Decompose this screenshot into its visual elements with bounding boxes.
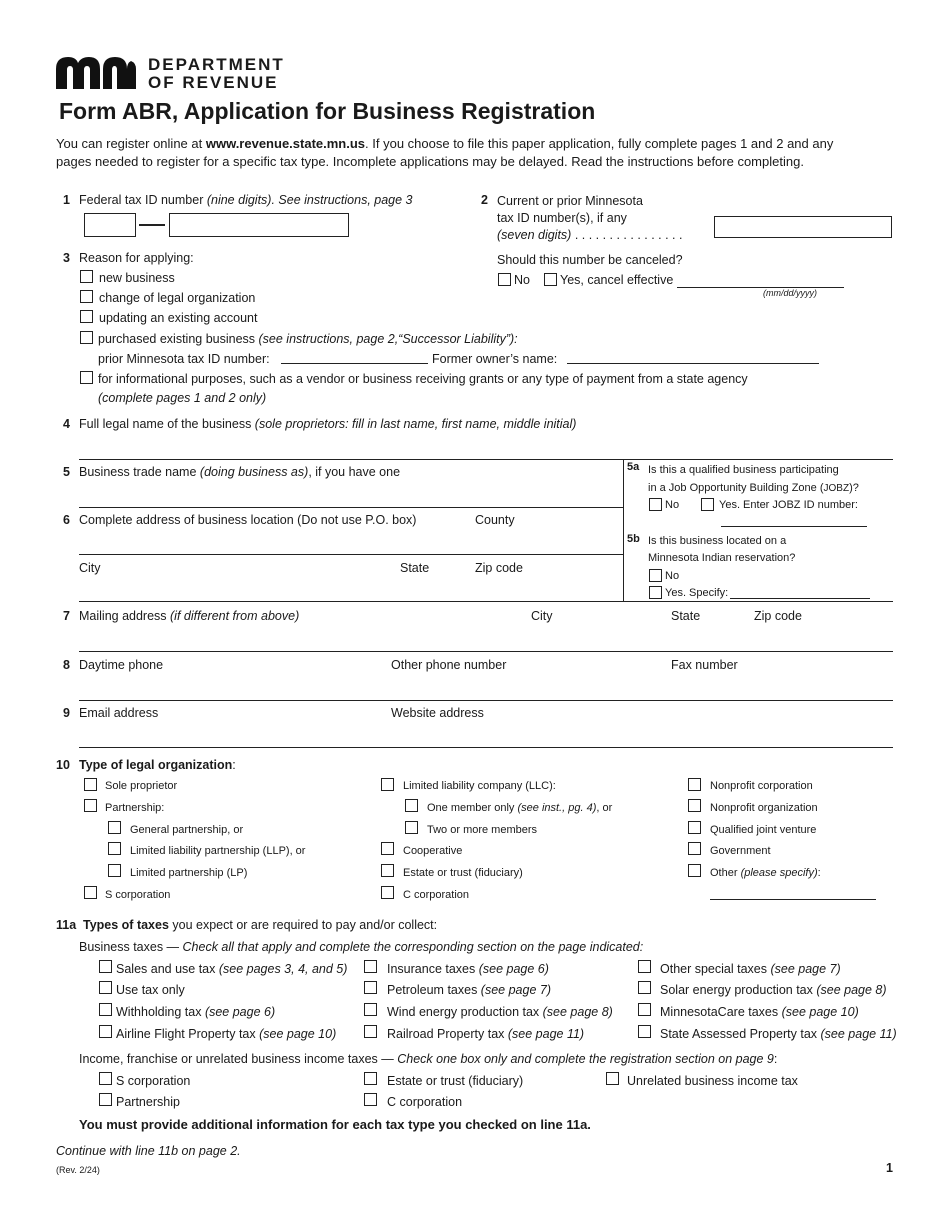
reason-informational-note: (complete pages 1 and 2 only) xyxy=(98,391,267,405)
org-other-checkbox[interactable] xyxy=(688,864,701,877)
q10-number: 10 xyxy=(56,758,70,772)
income-estate-label: Estate or trust (fiduciary) xyxy=(387,1074,524,1088)
q2-label: Current or prior Minnesota tax ID number(s), if any (seven digits) . . . . . . . . . . . . . . . . xyxy=(497,194,683,242)
q7-label: Mailing address (if different from above) xyxy=(79,609,300,623)
other-phone-label: Other phone number xyxy=(391,658,507,672)
county-label: County xyxy=(475,513,515,527)
org-nonprofit-org-label: Nonprofit organization xyxy=(710,802,818,814)
income-c-corp-checkbox[interactable] xyxy=(364,1093,377,1106)
city-state-zip-input[interactable] xyxy=(79,601,893,602)
tax-state-assessed-label: State Assessed Property tax (see page 11) xyxy=(660,1027,897,1041)
reservation-no-checkbox[interactable] xyxy=(649,569,662,582)
org-llc-label: Limited liability company (LLC): xyxy=(403,780,556,792)
website-label: Website address xyxy=(391,706,484,720)
q6-label: Complete address of business location (Do not use P.O. box) xyxy=(79,513,417,527)
org-joint-venture-label: Qualified joint venture xyxy=(710,824,817,836)
tax-insurance-label: Insurance taxes (see page 6) xyxy=(387,962,549,976)
reason-update-account-checkbox[interactable] xyxy=(80,310,93,323)
tax-use-only-checkbox[interactable] xyxy=(99,981,112,994)
prior-id-input[interactable] xyxy=(281,363,428,364)
mailing-address-input[interactable] xyxy=(79,651,893,652)
org-nonprofit-corp-checkbox[interactable] xyxy=(688,778,701,791)
tax-solar-label: Solar energy production tax (see page 8) xyxy=(660,983,887,997)
revenue-website-link[interactable]: www.revenue.state.mn.us xyxy=(205,136,366,151)
legal-name-input[interactable] xyxy=(79,459,893,460)
org-llc-one-member-label: One member only (see inst., pg. 4), or xyxy=(427,802,613,814)
org-estate-label: Estate or trust (fiduciary) xyxy=(403,867,523,879)
cancel-no-checkbox[interactable] xyxy=(498,273,511,286)
prior-id-label: prior Minnesota tax ID number: xyxy=(98,352,270,366)
org-other-label: Other (please specify): xyxy=(710,867,821,879)
tax-wind-label: Wind energy production tax (see page 8) xyxy=(387,1005,613,1019)
reservation-yes-label: Yes. Specify: xyxy=(665,587,729,599)
q4-number: 4 xyxy=(63,417,70,431)
org-cooperative-label: Cooperative xyxy=(403,845,463,857)
reservation-yes-checkbox[interactable] xyxy=(649,586,662,599)
q1-label: Federal tax ID number (nine digits). See instructions, page 3 xyxy=(79,193,413,207)
q5b-label: Is this business located on a Minnesota Indian reservation? xyxy=(648,535,796,564)
org-s-corp-label: S corporation xyxy=(105,889,171,901)
reservation-no-label: No xyxy=(665,570,680,582)
cancel-yes-checkbox[interactable] xyxy=(544,273,557,286)
org-llc-two-members-label: Two or more members xyxy=(427,824,538,836)
tax-other-special-checkbox[interactable] xyxy=(638,960,651,973)
dept-name-line1: DEPARTMENT xyxy=(148,55,285,74)
org-sole-proprietor-checkbox[interactable] xyxy=(84,778,97,791)
email-label: Email address xyxy=(79,706,159,720)
tax-railroad-label: Railroad Property tax (see page 11) xyxy=(387,1027,585,1041)
business-taxes-instructions: Business taxes — Check all that apply and complete the corresponding section on the page indicated: xyxy=(79,940,644,954)
tax-state-assessed-checkbox[interactable] xyxy=(638,1025,651,1038)
former-owner-label: Former owner’s name: xyxy=(432,352,558,366)
org-llc-one-member-checkbox[interactable] xyxy=(405,799,418,812)
tax-insurance-checkbox[interactable] xyxy=(364,960,377,973)
tax-airline-checkbox[interactable] xyxy=(99,1025,112,1038)
federal-tax-id-suffix-input[interactable] xyxy=(169,213,349,237)
reason-purchased-label: purchased existing business (see instructions, page 2,“Successor Liability”): xyxy=(98,332,518,346)
tax-sales-use-checkbox[interactable] xyxy=(99,960,112,973)
q9-number: 9 xyxy=(63,706,70,720)
continue-note: Continue with line 11b on page 2. xyxy=(56,1144,241,1158)
org-lp-label: Limited partnership (LP) xyxy=(130,867,248,879)
q5a-label: Is this a qualified business participating in a Job Opportunity Building Zone (JOBZ)? xyxy=(648,464,859,494)
reason-update-account-label: updating an existing account xyxy=(99,311,258,325)
former-owner-input[interactable] xyxy=(567,363,819,364)
tax-withholding-checkbox[interactable] xyxy=(99,1003,112,1016)
reason-change-org-checkbox[interactable] xyxy=(80,290,93,303)
income-taxes-instructions: Income, franchise or unrelated business income taxes — Check one box only and complete the registration section on page 9: xyxy=(79,1052,778,1066)
org-sole-proprietor-label: Sole proprietor xyxy=(105,780,178,792)
income-s-corp-checkbox[interactable] xyxy=(99,1072,112,1085)
q5-label: Business trade name (doing business as), if you have one xyxy=(79,465,401,479)
fax-label: Fax number xyxy=(671,658,738,672)
page-title: Form ABR, Application for Business Registration xyxy=(59,98,596,124)
org-nonprofit-org-checkbox[interactable] xyxy=(688,799,701,812)
city-label: City xyxy=(79,561,101,575)
org-s-corp-checkbox[interactable] xyxy=(84,886,97,899)
jobz-yes-label: Yes. Enter JOBZ ID number: xyxy=(719,499,858,511)
cancel-no-label: No xyxy=(514,273,530,287)
income-estate-checkbox[interactable] xyxy=(364,1072,377,1085)
org-partnership-label: Partnership: xyxy=(105,802,165,814)
tax-solar-checkbox[interactable] xyxy=(638,981,651,994)
org-general-partnership-checkbox[interactable] xyxy=(108,821,121,834)
q7-number: 7 xyxy=(63,609,70,623)
income-ubit-checkbox[interactable] xyxy=(606,1072,619,1085)
tax-petroleum-checkbox[interactable] xyxy=(364,981,377,994)
org-general-partnership-label: General partnership, or xyxy=(130,824,244,836)
income-c-corp-label: C corporation xyxy=(387,1095,463,1109)
org-llc-two-members-checkbox[interactable] xyxy=(405,821,418,834)
business-address-input[interactable] xyxy=(79,554,623,555)
mailing-state-label: State xyxy=(671,609,701,623)
date-format-hint: (mm/dd/yyyy) xyxy=(763,288,817,298)
q5b-number: 5b xyxy=(627,533,640,545)
q11a-label: Types of taxes you expect or are required to pay and/or collect: xyxy=(83,918,438,932)
jobz-yes-checkbox[interactable] xyxy=(701,498,714,511)
daytime-phone-label: Daytime phone xyxy=(79,658,164,672)
q1-number: 1 xyxy=(63,193,70,207)
state-label: State xyxy=(400,561,430,575)
income-partnership-checkbox[interactable] xyxy=(99,1093,112,1106)
revision-date: (Rev. 2/24) xyxy=(56,1165,100,1175)
income-s-corp-label: S corporation xyxy=(116,1074,191,1088)
org-c-corp-checkbox[interactable] xyxy=(381,886,394,899)
reservation-specify-input[interactable] xyxy=(730,598,870,599)
q2-number: 2 xyxy=(481,193,488,207)
org-partnership-checkbox[interactable] xyxy=(84,799,97,812)
org-lp-checkbox[interactable] xyxy=(108,864,121,877)
org-government-label: Government xyxy=(710,845,771,857)
q3-label: Reason for applying: xyxy=(79,251,194,265)
phone-input[interactable] xyxy=(79,700,893,701)
q10-label: Type of legal organization: xyxy=(79,758,236,772)
income-ubit-label: Unrelated business income tax xyxy=(627,1074,798,1088)
reason-informational-checkbox[interactable] xyxy=(80,371,93,384)
jobz-id-input[interactable] xyxy=(721,526,867,527)
tax-other-special-label: Other special taxes (see page 7) xyxy=(660,962,841,976)
reason-new-business-label: new business xyxy=(99,271,175,285)
cancel-yes-label: Yes, cancel effective xyxy=(560,273,674,287)
tax-mncare-checkbox[interactable] xyxy=(638,1003,651,1016)
trade-name-input[interactable] xyxy=(79,507,623,508)
org-estate-checkbox[interactable] xyxy=(381,864,394,877)
org-c-corp-label: C corporation xyxy=(403,889,470,901)
mailing-zip-label: Zip code xyxy=(754,609,802,623)
q3-number: 3 xyxy=(63,251,70,265)
q5-number: 5 xyxy=(63,465,70,479)
q5a-number: 5a xyxy=(627,461,640,473)
zip-label: Zip code xyxy=(475,561,523,575)
mn-logo-icon xyxy=(56,55,138,93)
cancel-question: Should this number be canceled? xyxy=(497,253,683,267)
reason-informational-label: for informational purposes, such as a vendor or business receiving grants or any type of payment from a state agency xyxy=(98,372,748,386)
org-cooperative-checkbox[interactable] xyxy=(381,842,394,855)
org-llp-checkbox[interactable] xyxy=(108,842,121,855)
additional-info-notice: You must provide additional information for each tax type you checked on line 11a. xyxy=(79,1117,591,1132)
jobz-no-checkbox[interactable] xyxy=(649,498,662,511)
tax-railroad-checkbox[interactable] xyxy=(364,1025,377,1038)
org-llc-checkbox[interactable] xyxy=(381,778,394,791)
jobz-no-label: No xyxy=(665,499,680,511)
dept-name-line2: OF REVENUE xyxy=(148,73,279,92)
department-logo xyxy=(56,55,296,93)
federal-tax-id-dash xyxy=(139,224,165,226)
q4-label: Full legal name of the business (sole proprietors: fill in last name, first name, middle initial) xyxy=(79,417,577,431)
org-government-checkbox[interactable] xyxy=(688,842,701,855)
tax-sales-use-label: Sales and use tax (see pages 3, 4, and 5) xyxy=(116,962,348,976)
email-website-input[interactable] xyxy=(79,747,893,748)
mn-tax-id-input[interactable] xyxy=(714,216,892,238)
section-5a-divider xyxy=(623,459,624,602)
reason-new-business-checkbox[interactable] xyxy=(80,270,93,283)
tax-use-only-label: Use tax only xyxy=(116,983,185,997)
tax-petroleum-label: Petroleum taxes (see page 7) xyxy=(387,983,551,997)
org-nonprofit-corp-label: Nonprofit corporation xyxy=(710,780,813,792)
tax-withholding-label: Withholding tax (see page 6) xyxy=(116,1005,276,1019)
federal-tax-id-prefix-input[interactable] xyxy=(84,213,136,237)
org-joint-venture-checkbox[interactable] xyxy=(688,821,701,834)
reason-change-org-label: change of legal organization xyxy=(99,291,256,305)
mailing-city-label: City xyxy=(531,609,553,623)
org-llp-label: Limited liability partnership (LLP), or xyxy=(130,845,306,857)
q6-number: 6 xyxy=(63,513,70,527)
org-other-specify-input[interactable] xyxy=(710,899,876,900)
tax-airline-label: Airline Flight Property tax (see page 10) xyxy=(116,1027,337,1041)
q8-number: 8 xyxy=(63,658,70,672)
page-number: 1 xyxy=(886,1161,893,1175)
tax-mncare-label: MinnesotaCare taxes (see page 10) xyxy=(660,1005,859,1019)
tax-wind-checkbox[interactable] xyxy=(364,1003,377,1016)
reason-purchased-checkbox[interactable] xyxy=(80,331,93,344)
cancel-date-input[interactable] xyxy=(677,287,844,288)
income-partnership-label: Partnership xyxy=(116,1095,180,1109)
q11a-number: 11a xyxy=(56,918,77,932)
intro-text: You can register online at www.revenue.state.mn.us. If you choose to file this paper application, fully complete pages 1 and 2 and any pages needed to register for a specific tax type. Incomplete applications may be delayed. Read the instructions before completing. xyxy=(56,136,834,169)
